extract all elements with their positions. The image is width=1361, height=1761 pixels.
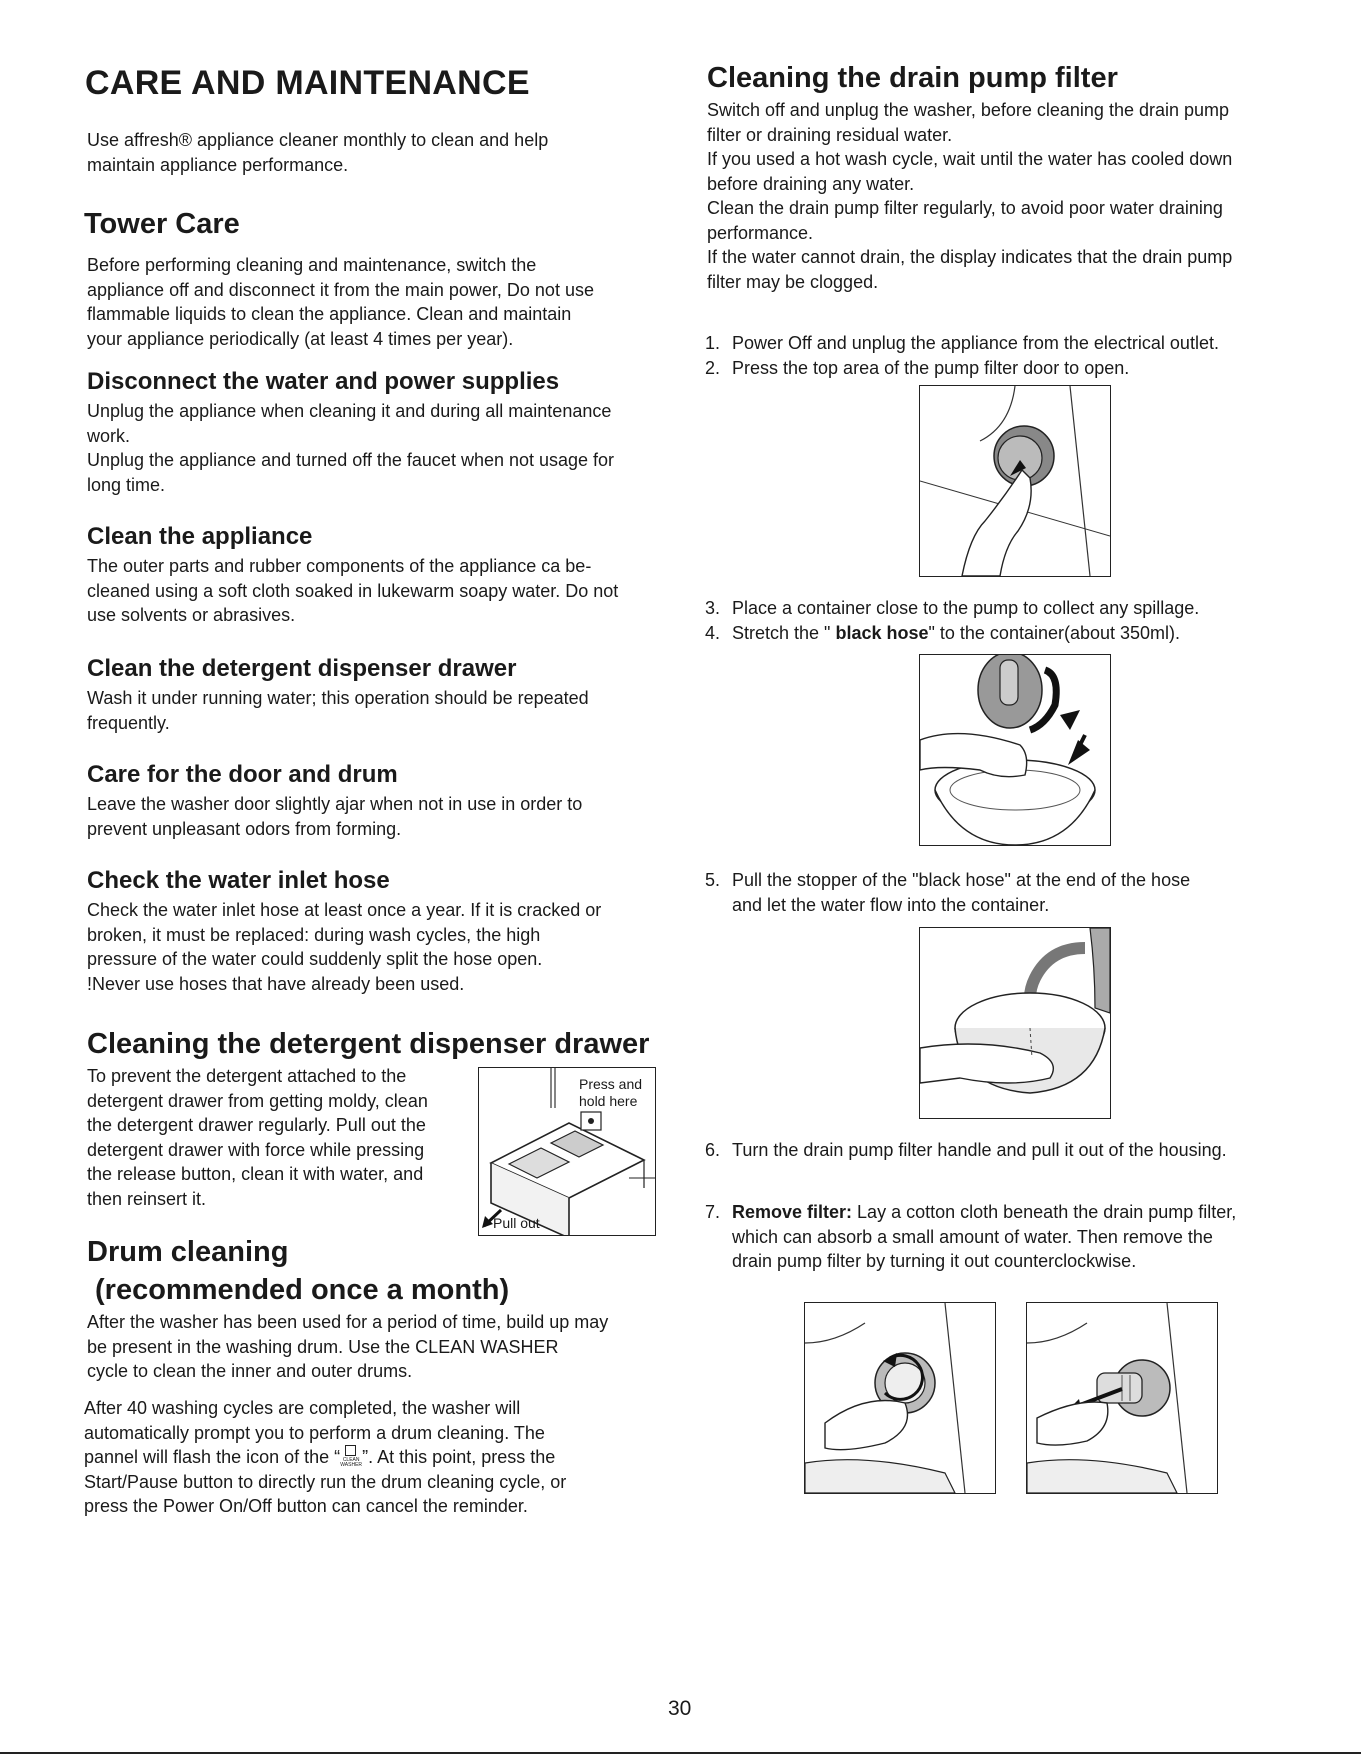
text-line: Unplug the appliance and turned off the faucet when not usage for (87, 450, 615, 470)
text-line: which can absorb a small amount of water. Then remove the (732, 1226, 1213, 1247)
clean-appliance-text (87, 554, 618, 628)
press-hold-label (579, 1076, 642, 1110)
text-fragment: pannel will flash the icon of the “ (84, 1447, 341, 1467)
text-line-with-icon (84, 1445, 566, 1470)
text-line: detergent drawer with force while pressing (87, 1139, 425, 1160)
text-line: appliance off and disconnect it from the main power, Do not use (87, 279, 594, 300)
text-fragment: Lay a cotton cloth beneath the drain pump filter, (852, 1202, 1237, 1222)
text-line: Pull the stopper of the "black hose" at the end of the hose (732, 870, 1191, 890)
text-line: filter or draining residual water. (707, 124, 953, 145)
step-text: Turn the drain pump filter handle and pull it out of the housing. (732, 1140, 1227, 1160)
text-fragment: ”. At this point, press the (362, 1447, 556, 1467)
text-line: To prevent the detergent attached to the (87, 1066, 407, 1086)
pull-stopper-illustration (920, 928, 1110, 1118)
heading-tower-care: Tower Care (84, 208, 240, 240)
hose-container-illustration (920, 655, 1110, 845)
figure-pull-filter (1026, 1302, 1218, 1494)
door-drum-text (87, 792, 582, 841)
text-line: broken, it must be replaced: during wash cycles, the high (87, 924, 541, 945)
text-line: automatically prompt you to perform a drum cleaning. The (84, 1422, 545, 1443)
figure-turn-filter (804, 1302, 996, 1494)
drum-cleaning-text-2 (84, 1396, 566, 1519)
detergent-drawer-text (87, 686, 589, 735)
figure-press-door (919, 385, 1111, 577)
heading-drum-cleaning: Drum cleaning (87, 1236, 289, 1268)
text-line: The outer parts and rubber components of the appliance ca be- (87, 556, 592, 576)
text-line: Check the water inlet hose at least once a year. If it is cracked or (87, 900, 602, 920)
step-text (732, 621, 1180, 646)
label-line: Press and (579, 1076, 643, 1092)
figure-pull-stopper (919, 927, 1111, 1119)
text-line: Use affresh® appliance cleaner monthly to clean and help (87, 130, 549, 150)
text-line: Wash it under running water; this operation should be repeated (87, 688, 589, 708)
heading-drum-cleaning-sub: (recommended once a month) (95, 1274, 510, 1306)
step-text (732, 868, 1190, 917)
text-line: Clean the drain pump filter regularly, to avoid poor water draining (707, 198, 1223, 218)
step-number: 6. (705, 1140, 721, 1160)
tower-care-text (87, 253, 594, 351)
text-line: maintain appliance performance. (87, 154, 349, 175)
text-line: press the Power On/Off button can cancel the reminder. (84, 1496, 528, 1516)
text-line: use solvents or abrasives. (87, 605, 296, 625)
page-title: CARE AND MAINTENANCE (85, 64, 530, 102)
text-fragment: " to the container(about 350ml). (928, 623, 1181, 643)
turn-filter-illustration (805, 1303, 995, 1493)
text-line: the release button, clean it with water, and (87, 1164, 424, 1184)
clean-washer-icon (340, 1445, 362, 1467)
label-line: hold here (579, 1093, 638, 1109)
heading-cleaning-drawer: Cleaning the detergent dispenser drawer (87, 1028, 650, 1060)
step-number: 5. (705, 870, 721, 890)
text-line: drain pump filter by turning it out counterclockwise. (732, 1251, 1137, 1271)
step-text: Place a container close to the pump to collect any spillage. (732, 598, 1200, 618)
text-line: flammable liquids to clean the appliance. Clean and maintain (87, 304, 572, 324)
text-line: your appliance periodically (at least 4 times per year). (87, 328, 514, 349)
text-line (732, 1200, 1236, 1225)
text-line: pressure of the water could suddenly split the hose open. (87, 949, 543, 969)
disconnect-text (87, 399, 614, 497)
text-line: be present in the washing drum. Use the CLEAN WASHER (87, 1336, 559, 1357)
heading-drain-pump: Cleaning the drain pump filter (707, 62, 1118, 94)
text-line: before draining any water. (707, 173, 915, 194)
text-line: !Never use hoses that have already been used. (87, 973, 465, 994)
drum-cleaning-text-1 (87, 1310, 608, 1384)
text-line: Unplug the appliance when cleaning it and during all maintenance (87, 401, 612, 421)
heading-disconnect: Disconnect the water and power supplies (87, 368, 560, 395)
text-line: After 40 washing cycles are completed, the washer will (84, 1398, 521, 1418)
drain-pump-text (707, 98, 1232, 294)
step-number: 2. (705, 358, 721, 378)
text-line: long time. (87, 474, 166, 495)
step-text: Power Off and unplug the appliance from the electrical outlet. (732, 333, 1219, 353)
page-number: 30 (668, 1697, 692, 1720)
text-line: then reinsert it. (87, 1188, 207, 1209)
step-number: 1. (705, 333, 721, 353)
heading-detergent-drawer: Clean the detergent dispenser drawer (87, 655, 517, 682)
clean-washer-icon-label: CLEAN WASHER (340, 1457, 363, 1468)
text-line: If the water cannot drain, the display indicates that the drain pump (707, 247, 1233, 267)
heading-door-drum: Care for the door and drum (87, 761, 398, 788)
text-line: detergent drawer from getting moldy, clean (87, 1090, 428, 1111)
text-line: After the washer has been used for a period of time, build up may (87, 1312, 609, 1332)
figure-hose-container (919, 654, 1111, 846)
drawer-figure (478, 1067, 656, 1236)
text-line: and let the water flow into the container. (732, 894, 1050, 915)
step-text: Press the top area of the pump filter door to open. (732, 358, 1130, 378)
text-line: Switch off and unplug the washer, before cleaning the drain pump (707, 100, 1230, 120)
text-line: frequently. (87, 712, 170, 733)
text-line: Before performing cleaning and maintenance, switch the (87, 255, 537, 275)
intro-text (87, 128, 548, 177)
text-fragment: Stretch the " (732, 623, 836, 643)
text-line: filter may be clogged. (707, 271, 879, 292)
step-text (732, 1200, 1236, 1274)
heading-clean-appliance: Clean the appliance (87, 523, 313, 550)
text-line: cleaned using a soft cloth soaked in lukewarm soapy water. Do not (87, 580, 619, 601)
text-bold: black hose (835, 623, 929, 643)
step-number: 4. (705, 623, 721, 643)
text-line: work. (87, 425, 131, 446)
bottom-divider (0, 1752, 1361, 1754)
heading-inlet-hose: Check the water inlet hose (87, 867, 390, 894)
text-line: prevent unpleasant odors from forming. (87, 818, 402, 839)
text-line: Leave the washer door slightly ajar when not in use in order to (87, 794, 583, 814)
step-number: 3. (705, 598, 721, 618)
pull-filter-illustration (1027, 1303, 1217, 1493)
text-line: the detergent drawer regularly. Pull out the (87, 1115, 426, 1135)
step-number: 7. (705, 1202, 721, 1222)
inlet-hose-text (87, 898, 601, 996)
press-door-illustration (920, 386, 1110, 576)
text-line: Start/Pause button to directly run the drum cleaning cycle, or (84, 1471, 567, 1492)
text-bold: Remove filter: (732, 1202, 853, 1222)
pull-out-label: Pull out (493, 1215, 540, 1231)
text-line: performance. (707, 222, 814, 243)
cleaning-drawer-text (87, 1064, 428, 1211)
text-line: cycle to clean the inner and outer drums. (87, 1361, 413, 1381)
text-line: If you used a hot wash cycle, wait until the water has cooled down (707, 149, 1233, 169)
